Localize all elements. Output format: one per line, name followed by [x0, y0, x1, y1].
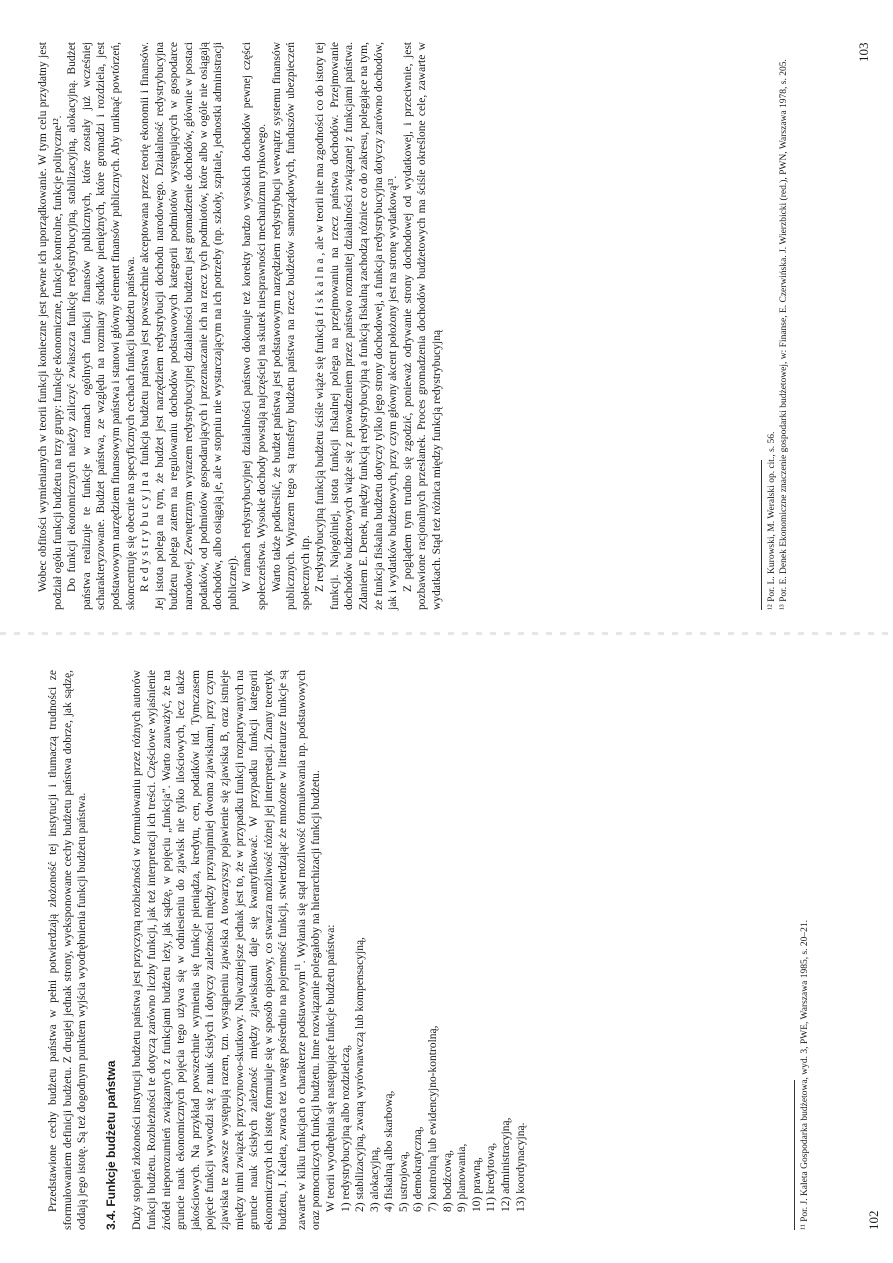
paragraph-6: Z redystrybucyjną funkcją budżetu ściśle wiąże się funkcja fiskalna, ale w teorii nie ma zgodności co do istoty tej funkcji. Najogólniej, istota funkcji fiskalnej polega na przejmowaniu na rzecz państwa dochodów. Przejmowanie dochodów budżetowych wiąże się z prowadzeniem przez państwo rozmaitej działalności związanej z funkcjami państwa. Zdaniem E. Denek, między funkcją redystrybucyjną a funkcją fiskalną zachodzą różnice co do zakresu, polegające na tym, że funkcja fiskalna budżetu dotyczy tylko jego strony dochodowej, a funkcja redystrybucyjna dotyczy zarówno dochodów, jak i wydatków budżetowych, przy czym główny akcent położony jest na stronę wydatkową¹³.: [314, 42, 400, 610]
list-item: 13) koordynacyjną.: [514, 1122, 527, 1212]
page-fold: [0, 632, 893, 635]
page-number-103: 103: [856, 42, 871, 62]
intro-paragraph: Przedstawione cechy budżetu państwa w pełni potwierdzają złożoność tej instytucji i tłumaczą trudności ze sformułowaniem definicji budżetu. Z drugiej jednak strony, wyeksponowane cechy budżetu państwa dobrze, jak sądzę, oddają jego istotę. Są też dogodnym punktem wyjścia wyodrębnienia funkcji budżetu państwa.: [47, 670, 89, 1230]
list-item: 5) ustrojową,: [397, 1151, 410, 1212]
footnote-13: ¹³ Por. E. Denek Ekonomiczne znaczenie gospodarki budżetowej, w: Finanse, E. Czerwińska. J. Wierzbicki (red.), PWN, Warszawa 1978, s. 205.: [779, 59, 789, 610]
page-103-text: [36, 42, 445, 610]
list-item: 9) planowania,: [456, 1143, 469, 1212]
page-102-text: [46, 670, 528, 1230]
paragraph-4: W ramach redystrybucyjnej działalności państwo dokonuje też korekty bardzo wysokich dochodów pewnej części społeczeństwa. Wysokie dochody powstają najczęściej na skutek niesprawności mechanizmu rynkowego.: [241, 42, 268, 610]
section-heading: 3.4. Funkcje budżetu państwa: [103, 1060, 118, 1230]
paragraph-5: Warto także podkreślić, że budżet państwa jest podstawowym narzędziem redystrybucji wewnątrz systemu finansów publicznych. Wyrazem tego są transfery budżetu państwa na rzecz budżetów samorządowych, funduszów ubezpieczeń społecznych itp.: [270, 42, 312, 610]
list-item: 2) stabilizacyjną, zwaną wyrównawczą lub kompensacyjną,: [354, 937, 367, 1212]
page-102: [46, 670, 881, 1230]
paragraph-7: Z poglądem tym trudno się zgodzić, ponieważ odrywanie strony dochodowej od wydatkowej, i przeciwnie, jest pozbawione racjonalnych przesłanek. Proces gromadzenia dochodów budżetowych ma ściśle określone cele, zawarte w wydatkach. Stąd też różnica między funkcją redystrybucyjną: [401, 42, 444, 610]
list-intro: W teorii wyodrębnia się następujące funkcje budżetu państwa:: [324, 924, 337, 1212]
page-number-102: 102: [866, 1210, 881, 1230]
page-103: [36, 42, 871, 610]
functions-list: [339, 670, 529, 1230]
list-item: 6) demokratyczną,: [412, 1126, 425, 1212]
list-item: 12) administracyjną,: [500, 1117, 513, 1212]
list-item: 11) kredytową,: [485, 1142, 498, 1212]
footnote-11: ¹¹ Por. J. Kaleta Gospodarka budżetowa, wyd. 3, PWE, Warszawa 1985, s. 20–21.: [794, 670, 811, 1230]
list-item: 7) kontrolną lub ewidencyjno-kontrolną,: [427, 1025, 440, 1212]
footnotes-12-13: [761, 42, 790, 610]
list-item: 3) alokacyjną,: [368, 1146, 381, 1212]
footnote-12: ¹² Por. L. Kurowski, M. Weralski op. cit., s. 56.: [767, 431, 777, 610]
paragraph-2: Do funkcji ekonomicznych należy zaliczyć zwłaszcza funkcję redystrybucyjną, stabilizacyjną, alokacyjną. Budżet państwa realizuje te funkcje w ramach ogólnych funkcji finansów publicznych, które zostały już wcześniej scharakteryzowane. Budżet państwa, ze względu na rozmiary środków pieniężnych, które gromadzi i rozdziela, jest podstawowym narzędziem finansowym państwa i stanowi główny element finansów publicznych. Aby uniknąć powtórzeń, skoncentruję się obecnie na specyficznych cechach funkcji budżetu państwa.: [66, 42, 137, 610]
list-item: 10) prawną,: [470, 1157, 483, 1212]
list-item: 8) bodźcową,: [441, 1150, 454, 1212]
list-item: 1) redystrybucyjną albo rozdzielczą,: [339, 1044, 352, 1212]
paragraph-1: Wobec obfitości wymienianych w teorii funkcji konieczne jest pewne ich uporządkowanie. W tym celu przydatny jest podział ogółu funkcji budżetu na trzy grupy: funkcje ekonomiczne, funkcje kontrolne, funkcje polityczne¹².: [37, 42, 64, 610]
body-paragraph: Duży stopień złożoności instytucji budżetu państwa jest przyczyną rozbieżności w formułowaniu przez różnych autorów funkcji budżetu. Rozbieżności te dotyczą zarówno liczby funkcji, jak też interpretacji ich treści. Częściowe wyjaśnienie źródeł nieporozumień związanych z funkcjami budżetu leży, jak sądzę, w pojęciu „funkcja”. Warto zauważyć, że na gruncie nauk ekonomicznych pojęcia tego używa się w odniesieniu do zjawisk nie tylko ilościowych, lecz także jakościowych. Na przykład powszechnie wymienia się funkcje pieniądza, kredytu, cen, podatków itd. Tymczasem pojęcie funkcji wywodzi się z nauk ścisłych i dotyczy zależności między przynajmniej dwoma zjawiskami, przy czym zjawiska te zawsze występują razem, tzn. wystąpieniu zjawiska A towarzyszy pojawienie się zjawiska B, oraz istnieje między nimi związek przyczynowo-skutkowy. Najważniejsze jednak jest to, że w przypadku funkcji rozpatrywanych na gruncie nauk ścisłych zależność między zjawiskami daje się kwantyfikować. W przypadku funkcji kategorii ekonomicznych ich istotę formułuje się w sposób opisowy, co stwarza możliwość różnej jej interpretacji. Znany teoretyk budżetu, J. Kaleta, zwraca też uwagę pośrednio na pojemność funkcji, stwierdzając że mnożone w literaturze funkcje są zawarte w kilku funkcjach o charakterze podstawowym$^{11}$. Wyłania się stąd możliwość formułowania np. podstawowych oraz pomocniczych funkcji budżetu. Inne rozwiązanie polegałoby na hierarchizacji funkcji budżetu.: [131, 670, 323, 1230]
paragraph-3: Redystrybucyjna funkcja budżetu państwa jest powszechnie akceptowana przez teorię ekonomii i finansów. Jej istota polega na tym, że budżet jest narzędziem redystrybucji dochodu narodowego. Działalność redystrybucyjna budżetu polega zatem na regulowaniu dochodów podstawowych kategorii podmiotów występujących w gospodarce narodowej. Zewnętrznym wyrazem redystrybucyjnej działalności budżetu jest gromadzenie dochodów, głównie w postaci podatków, od podmiotów gospodarujących i przeznaczanie ich na rzecz tych podmiotów, które albo w ogóle nie osiągają dochodów, albo osiągają je, ale w stopniu nie wystarczającym na ich potrzeby (np. szkoły, szpitale, jednostki administracji publicznej).: [139, 42, 239, 610]
list-item: 4) fiskalną albo skarbową,: [383, 1090, 396, 1212]
